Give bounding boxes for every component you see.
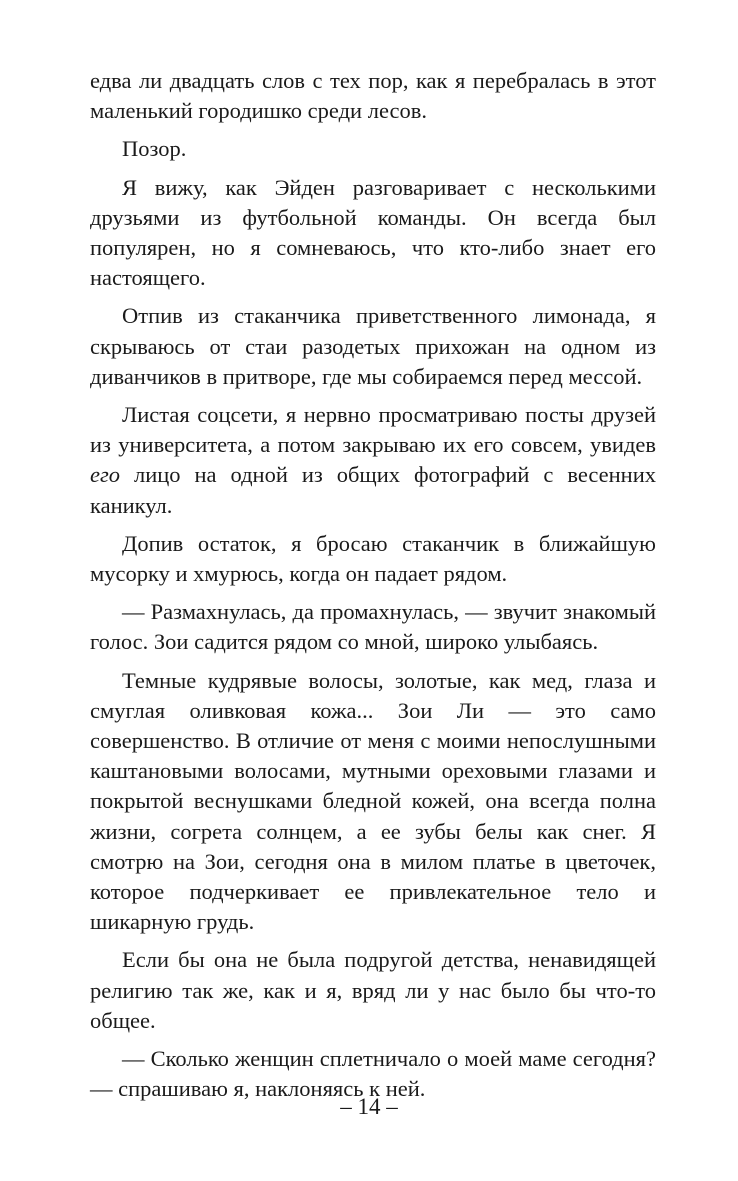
paragraph: едва ли двадцать слов с тех пор, как я перебралась в этот маленький городишко среди лесов. — [90, 68, 656, 124]
paragraph: Допив остаток, я бросаю стаканчик в ближайшую мусорку и хмурюсь, когда он падает рядом. — [90, 530, 656, 587]
paragraph: Отпив из стаканчика приветственного лимонада, я скрываюсь от стаи разодетых прихожан на одном из диванчиков в притворе, где мы собираемся перед мессой. — [90, 303, 656, 389]
emphasis-text: его — [90, 462, 121, 488]
paragraph — [90, 400, 656, 521]
paragraph: Темные кудрявые волосы, золотые, как мед, глаза и смуглая оливковая кожа... Зои Ли — это само совершенство. В отличие от меня с моими непослушными каштановыми волосами, мутными ореховыми глазами и покрытой веснушками бледной кожей, она всегда полна жизни, согрета солнцем, а ее зубы белы как снег. Я смотрю на Зои, сегодня она в милом платье в цветочек, которое подчеркивает ее привлекательное тело и шикарную грудь. — [90, 667, 656, 935]
paragraph-text: Листая соцсети, я нервно просматриваю посты друзей из университета, а потом закрываю их его совсем, увидев — [90, 402, 656, 458]
paragraph: — Размахнулась, да промахнулась, — звучит знакомый голос. Зои садится рядом со мной, широко улыбаясь. — [90, 599, 656, 655]
paragraph: — Сколько женщин сплетничало о моей маме сегодня? — спрашиваю я, наклоняясь к ней. — [90, 1046, 656, 1102]
page-number: – 14 – — [340, 1094, 398, 1119]
page-text — [90, 66, 656, 1113]
paragraph: Я вижу, как Эйден разговаривает с несколькими друзьями из футбольной команды. Он всегда был популярен, но я сомневаюсь, что кто-либо знает его настоящего. — [90, 174, 656, 291]
paragraph: Позор. — [122, 136, 187, 162]
paragraph: Если бы она не была подругой детства, ненавидящей религию так же, как и я, вряд ли у нас было бы что-то общее. — [90, 947, 656, 1033]
paragraph-text: лицо на одной из общих фотографий с весенних каникул. — [90, 462, 656, 518]
